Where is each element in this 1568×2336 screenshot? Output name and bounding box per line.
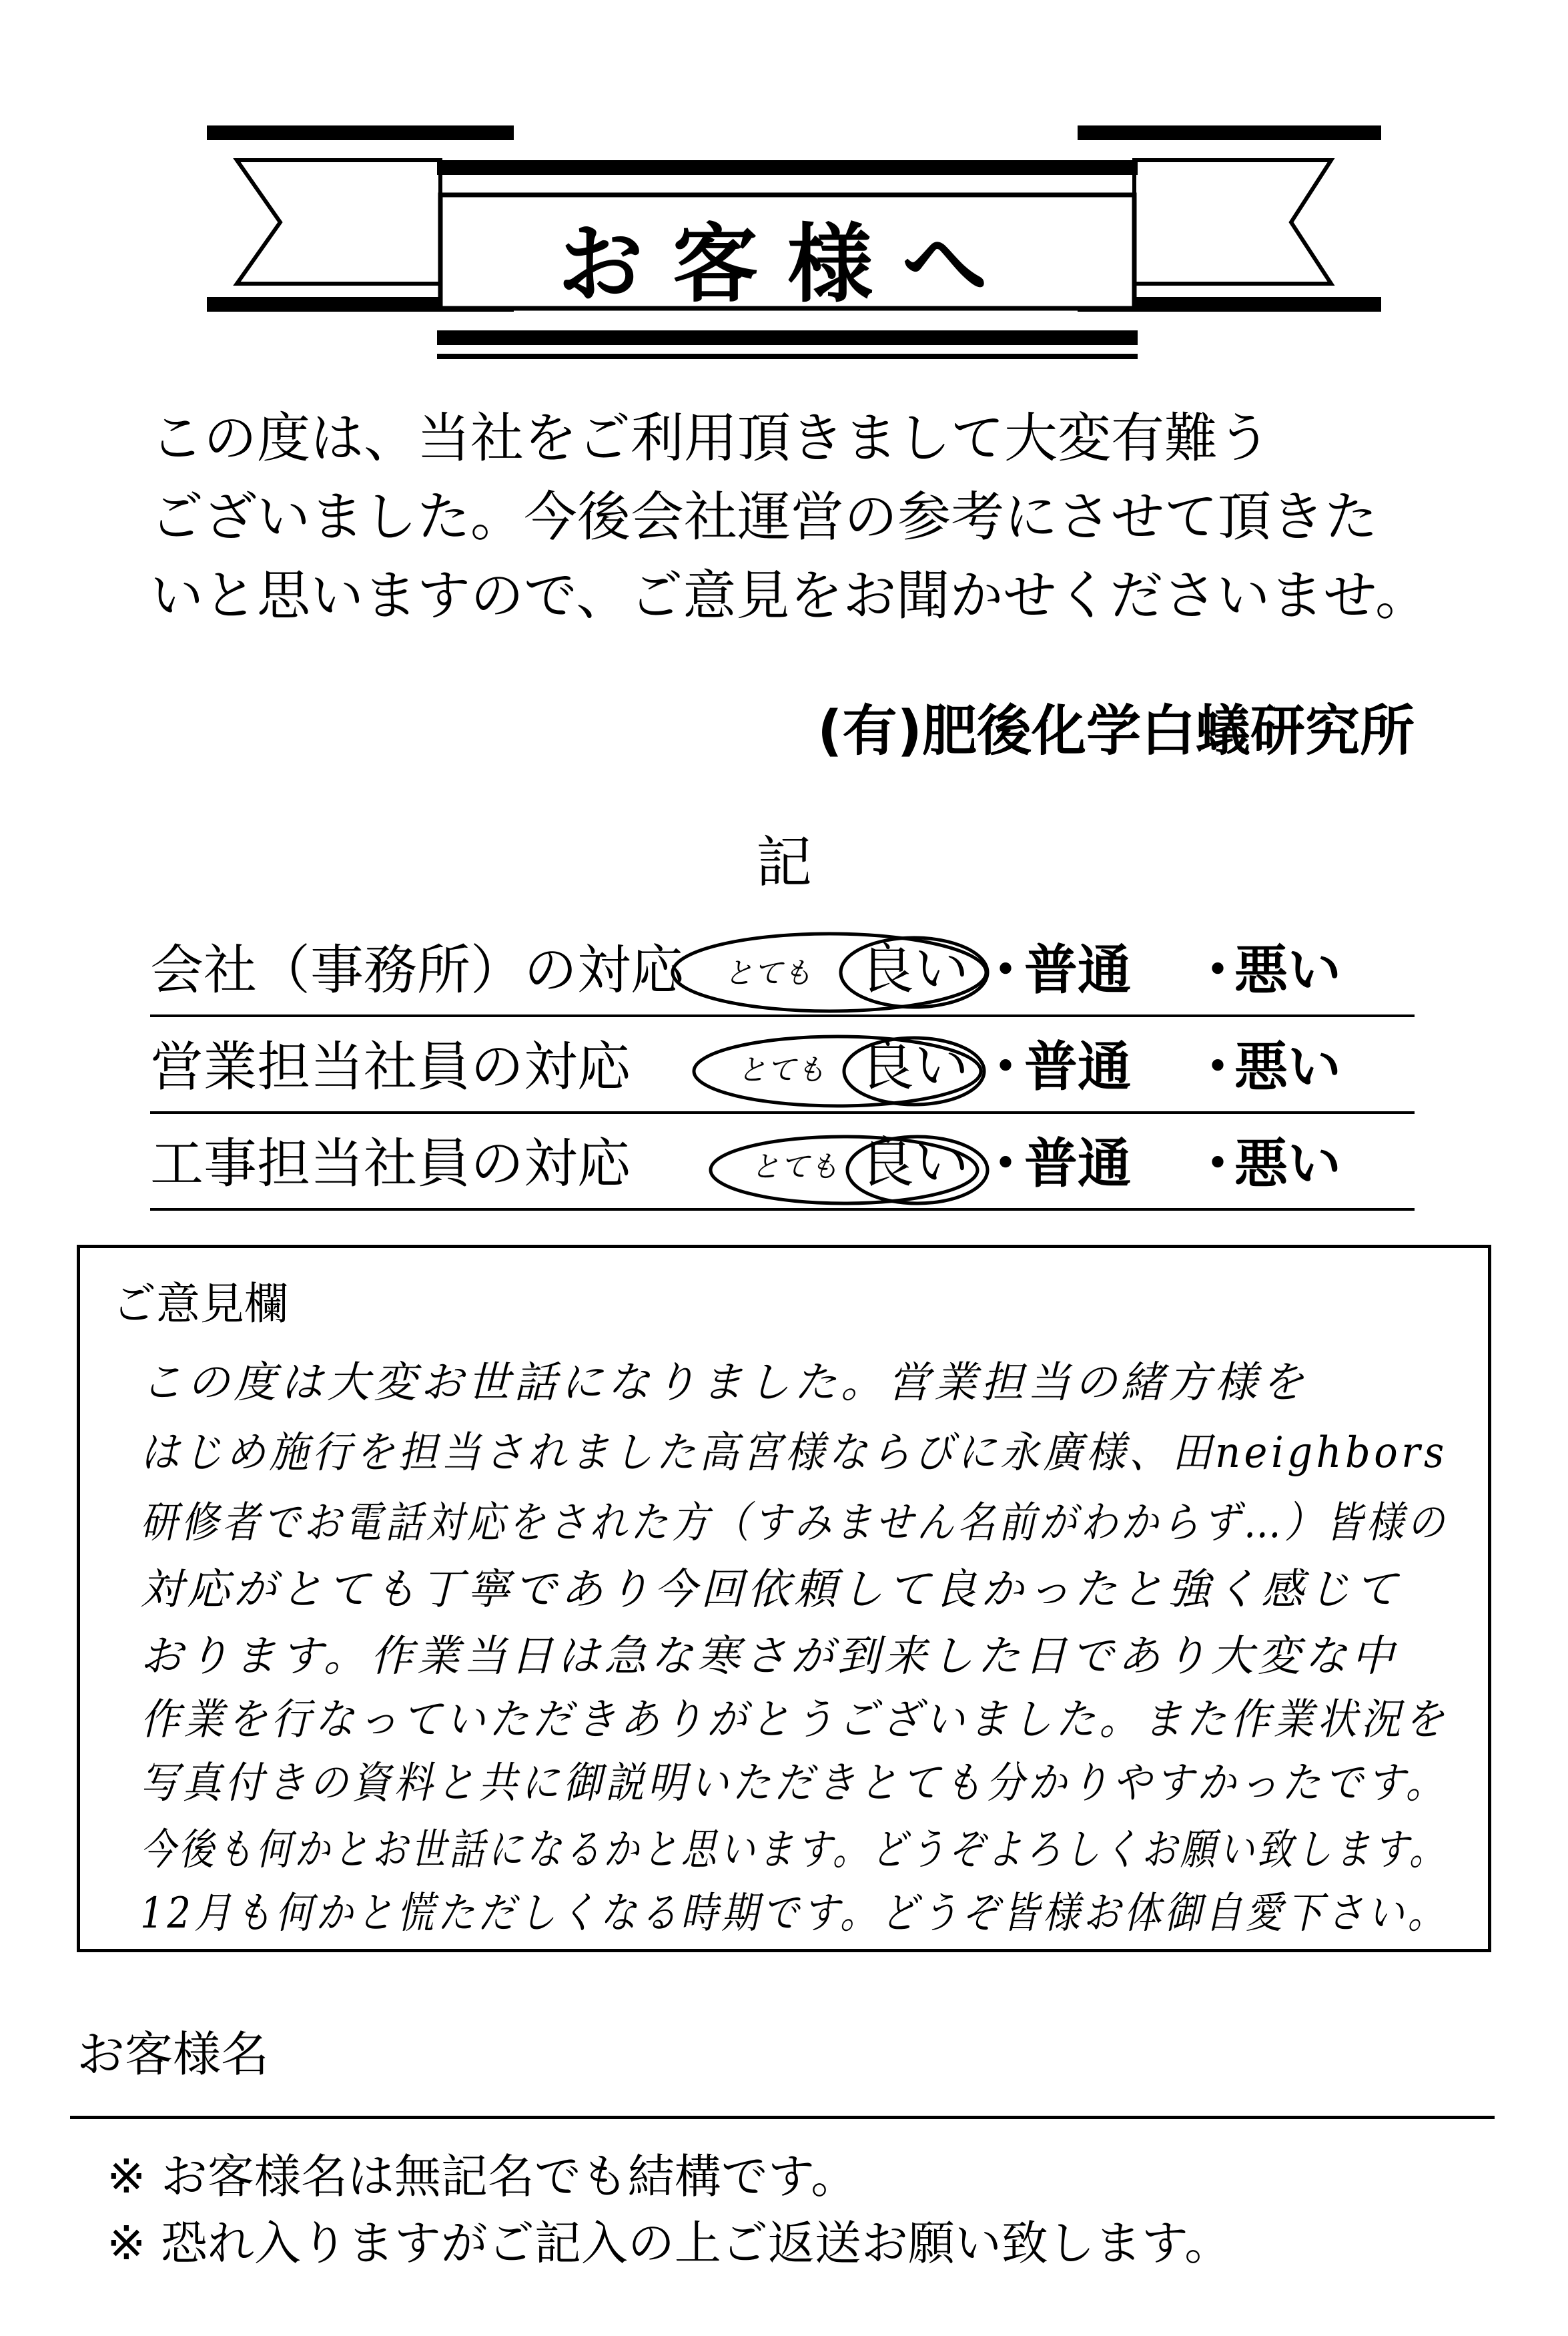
handwritten-line: 今後も何かとお世話になるかと思います。どうぞよろしくお願い致します。 [140,1825,1448,1875]
handwritten-line: 12月も何かと慌ただしくなる時期です。どうぞ皆様お体御自愛下さい。 [140,1889,1449,1938]
rating-row-construction [150,1111,1415,1211]
intro-line: この度は、当社をご利用頂きまして大変有難う [150,407,1271,469]
rating-label: 営業担当社員の対応 [150,1036,631,1098]
intro-line: いと思いますので、ご意見をお聞かせくださいませ。 [150,565,1429,627]
handwritten-line: この度は大変お世話になりました。営業担当の緒方様を [140,1358,1308,1408]
handwritten-line: 研修者でお電話対応をされた方（すみません名前がわからず…）皆様の [140,1498,1448,1548]
option-bad[interactable]: 悪い [1234,939,1341,1001]
handwritten-line: はじめ施行を担当されました高宮様ならびに永廣様、田neighbors [140,1428,1448,1478]
option-normal[interactable]: 普通 [1024,1133,1131,1195]
intro-line: ございました。今後会社運営の参考にさせて頂きた [150,486,1378,548]
option-normal[interactable]: 普通 [1024,1036,1131,1098]
separator-dot: ・ [979,1036,1032,1098]
footnote: ※ お客様名は無記名でも結構です。 [107,2149,858,2204]
handwritten-tottemo: とても [751,1150,839,1184]
handwritten-line: おります。作業当日は急な寒さが到来した日であり大変な中 [140,1632,1398,1681]
company-name: (有)肥後化学白蟻研究所 [817,699,1415,763]
option-bad[interactable]: 悪い [1234,1133,1341,1195]
option-good[interactable]: 良い [859,1131,969,1195]
separator-dot: ・ [979,1133,1032,1195]
rating-label: 工事担当社員の対応 [150,1133,631,1195]
rating-label: 会社（事務所）の対応 [150,939,684,1001]
option-good[interactable]: 良い [859,938,969,1001]
intro-paragraph [150,399,1431,635]
banner-title: お客様へ [557,214,1017,314]
customer-name-label: お客様名 [77,2026,270,2082]
separator-dot: ・ [1191,1133,1244,1195]
rating-row-sales [150,1014,1415,1114]
separator-dot: ・ [1191,939,1244,1001]
rating-row-company [150,918,1415,1017]
option-normal[interactable]: 普通 [1024,939,1131,1001]
separator-dot: ・ [1191,1036,1244,1098]
option-bad[interactable]: 悪い [1234,1036,1341,1098]
handwritten-line: 写真付きの資料と共に御説明いただきとても分かりやすかったです。 [140,1759,1448,1808]
selection-circle [150,1111,1415,1208]
opinion-title: ご意見欄 [112,1278,288,1330]
selection-circle [150,918,1415,1014]
selection-circle [150,1014,1415,1111]
separator-dot: ・ [979,939,1032,1001]
ki-heading: 記 [755,830,812,895]
handwritten-line: 作業を行なっていただきありがとうございました。また作業状況を [140,1695,1448,1745]
footnote: ※ 恐れ入りますがご記入の上ご返送お願い致します。 [107,2216,1232,2271]
customer-name-field[interactable] [70,2116,1495,2119]
handwritten-tottemo: とても [724,956,812,990]
handwritten-tottemo: とても [737,1053,825,1087]
handwritten-line: 対応がとても丁寧であり今回依頼して良かったと強く感じて [140,1565,1401,1615]
opinion-box[interactable] [77,1245,1491,1952]
option-good[interactable]: 良い [859,1035,969,1098]
